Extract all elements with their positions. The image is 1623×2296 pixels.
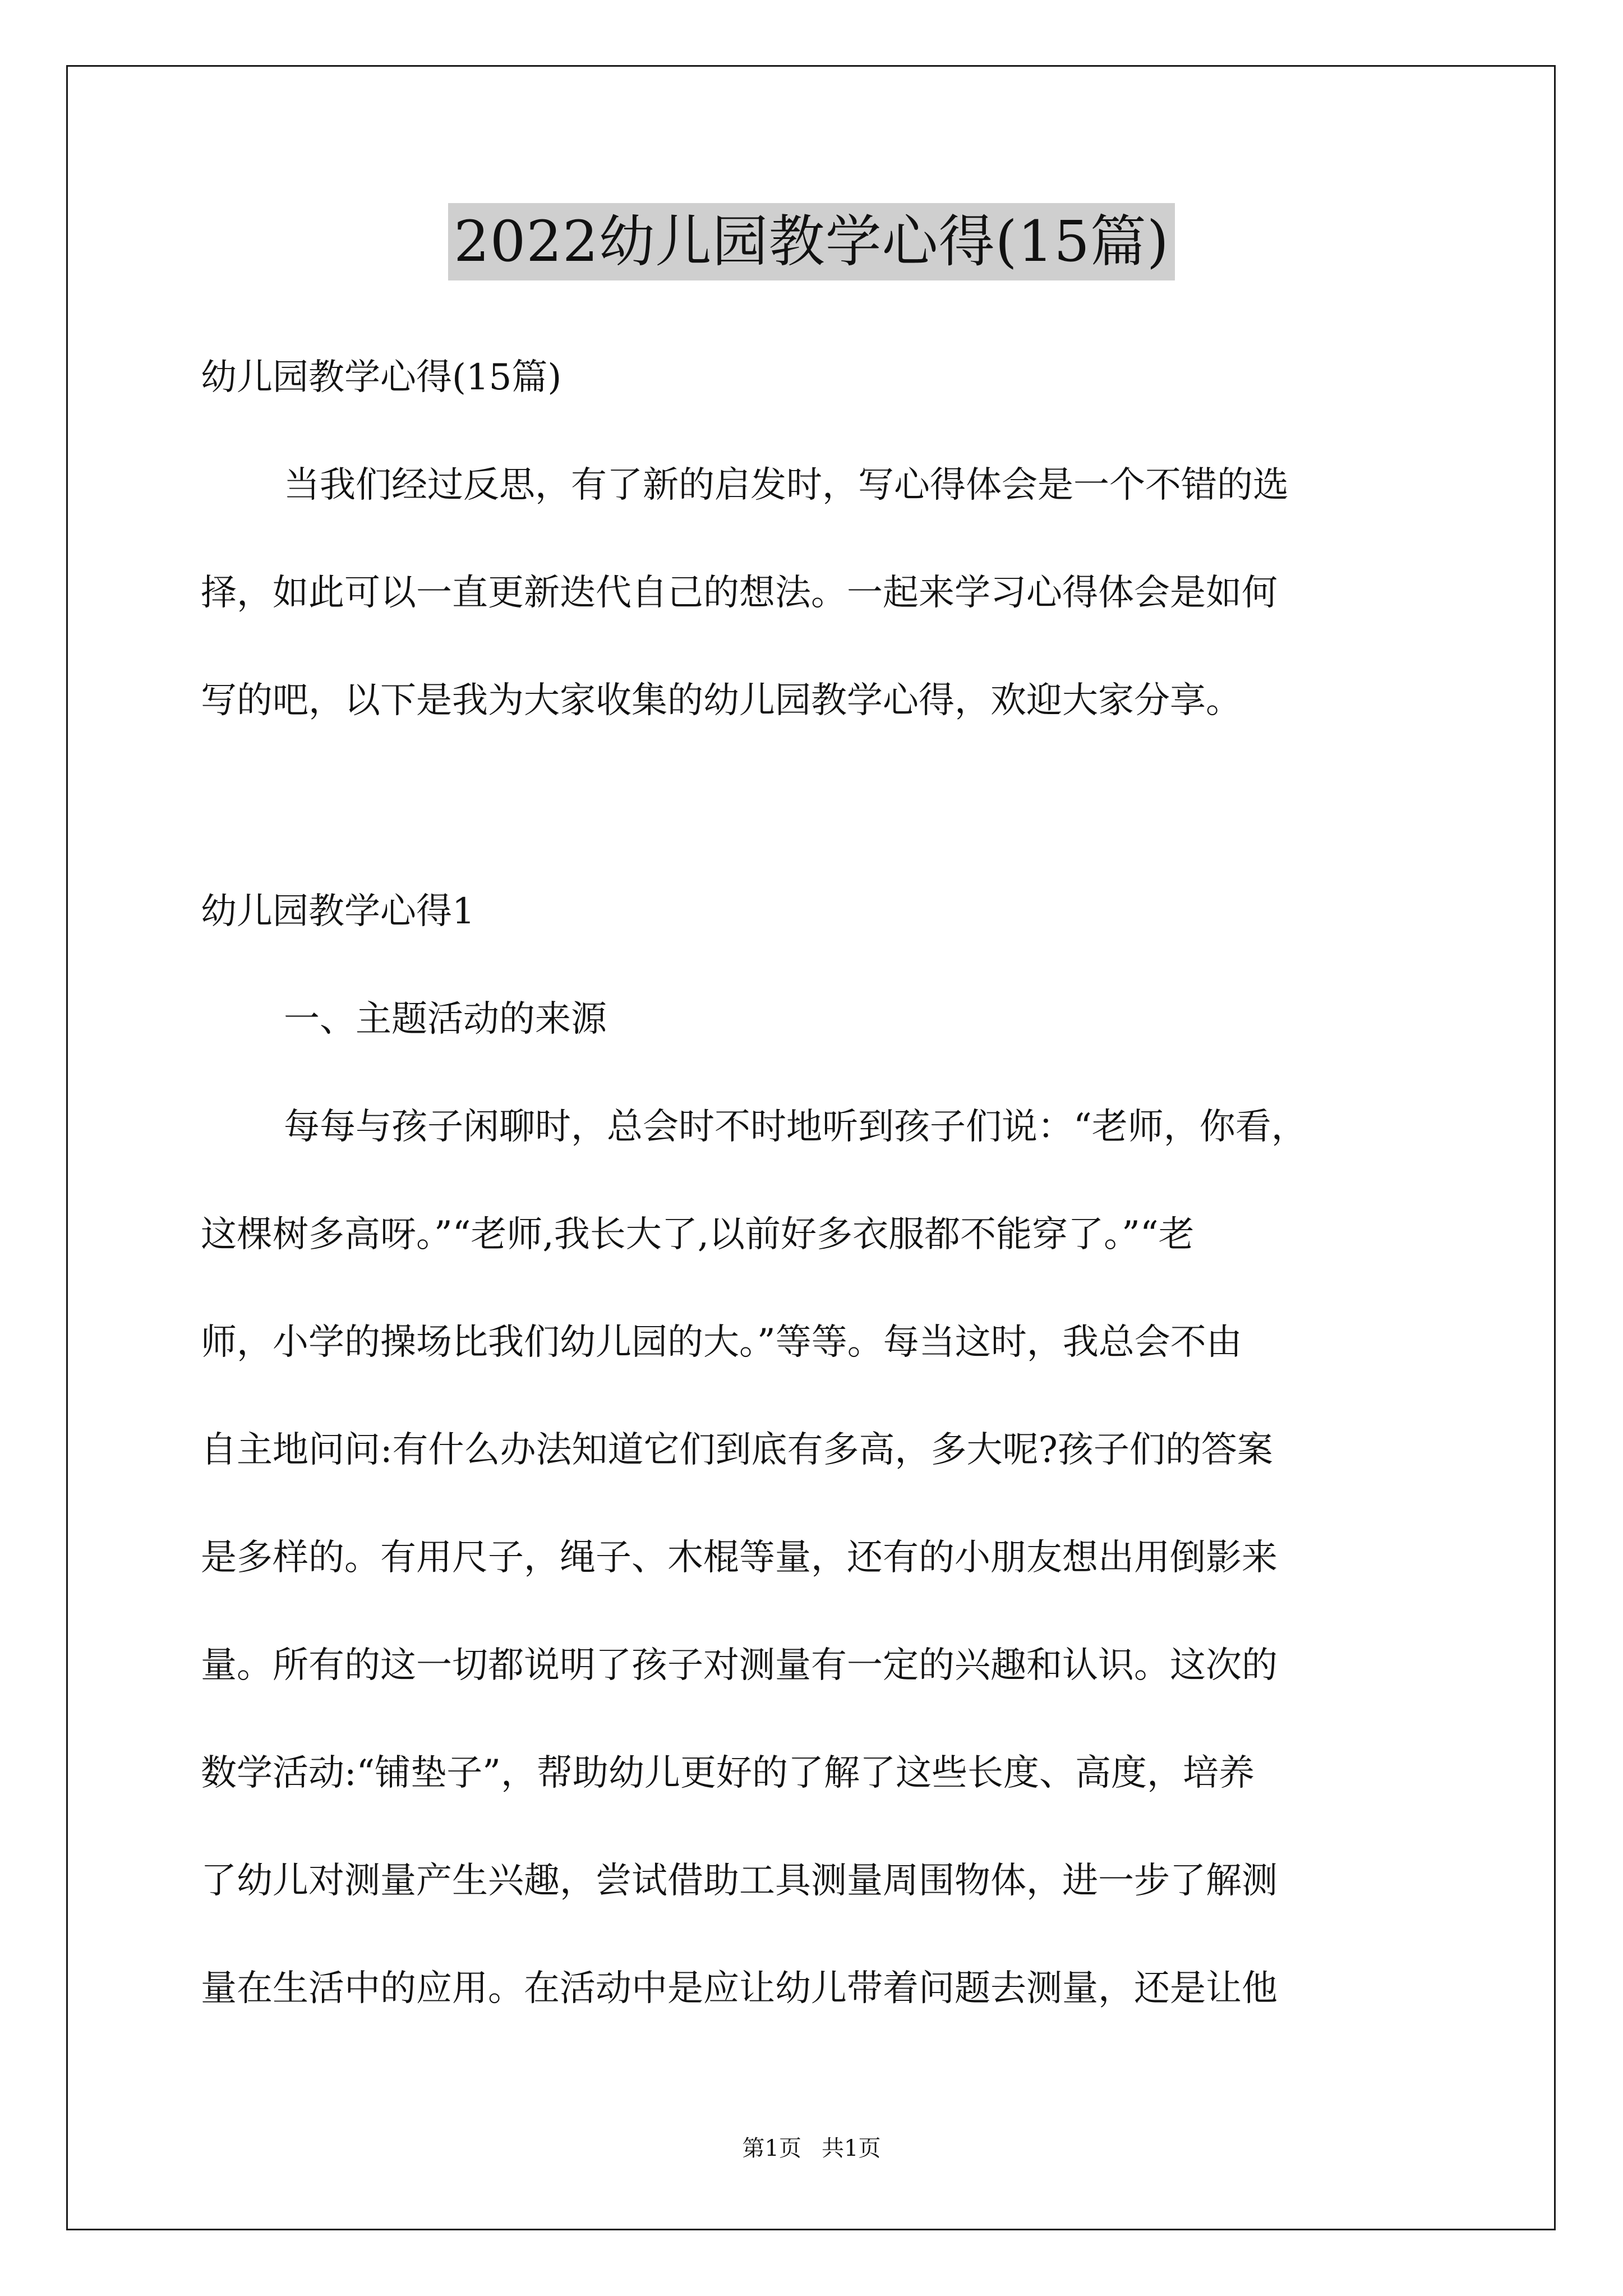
intro-line: 写的吧，以下是我为大家收集的幼儿园教学心得，欢迎大家分享。 [201, 680, 1242, 721]
body-line: 了幼儿对测量产生兴趣，尝试借助工具测量周围物体，进一步了解测 [201, 1860, 1278, 1902]
page-footer [0, 2134, 1623, 2162]
body-line: 量。所有的这一切都说明了孩子对测量有一定的兴趣和认识。这次的 [201, 1645, 1278, 1686]
body-line: 自主地问问:有什么办法知道它们到底有多高，多大呢?孩子们的答案 [201, 1429, 1273, 1471]
section-heading: 幼儿园教学心得1 [201, 891, 475, 932]
body-line: 师，小学的操场比我们幼儿园的大。”等等。每当这时，我总会不由 [201, 1322, 1242, 1363]
intro-line: 当我们经过反思，有了新的启发时，写心得体会是一个不错的选 [284, 464, 1289, 506]
subsection-heading: 一、主题活动的来源 [284, 999, 607, 1040]
document-subtitle: 幼儿园教学心得(15篇) [201, 357, 562, 398]
document-title: 2022幼儿园教学心得(15篇) [448, 203, 1175, 280]
page-number: 第1页 [742, 2136, 801, 2161]
title-container [0, 203, 1623, 280]
body-line: 每每与孩子闲聊时，总会时不时地听到孩子们说：“老师，你看， [284, 1106, 1307, 1148]
intro-line: 择，如此可以一直更新迭代自己的想法。一起来学习心得体会是如何 [201, 572, 1278, 614]
page-total: 共1页 [822, 2136, 881, 2161]
body-line: 这棵树多高呀。”“老师,我长大了,以前好多衣服都不能穿了。”“老 [201, 1214, 1195, 1255]
body-line: 量在生活中的应用。在活动中是应让幼儿带着问题去测量，还是让他 [201, 1968, 1278, 2009]
body-line: 数学活动:“铺垫子”，帮助幼儿更好的了解了这些长度、高度，培养 [201, 1752, 1255, 1794]
body-line: 是多样的。有用尺子，绳子、木棍等量，还有的小朋友想出用倒影来 [201, 1537, 1278, 1579]
